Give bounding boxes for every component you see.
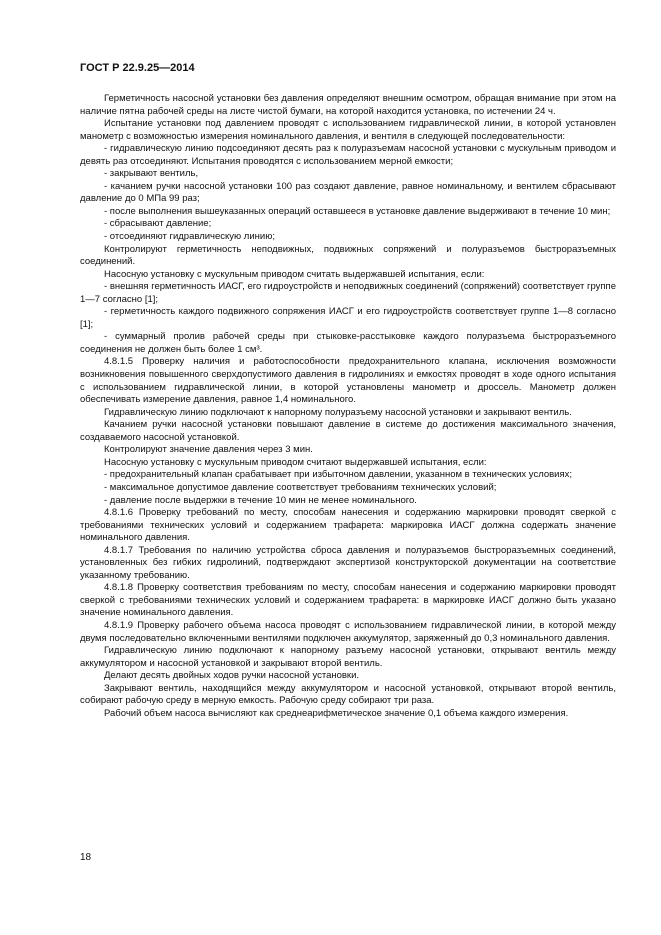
paragraph: Испытание установки под давлением проводят с использованием гидравлической линии, в которой установлен манометр с возможностью измерения номинального давления, и вентиля в следующей последовательности: <box>80 118 616 142</box>
section-paragraph: 4.8.1.8 Проверку соответствия требованиям по месту, способам нанесения и содержанию маркировки проводят сверкой с требованиями технических условий и содержанием трафарета: в маркировке ИАСГ должно быть указано значение номинального давления. <box>80 582 616 619</box>
page-number: 18 <box>80 852 92 863</box>
list-item: - герметичность каждого подвижного сопряжения ИАСГ и его гидроустройств соответствует группе 1—8 согласно [1]; <box>80 306 616 330</box>
paragraph: Контролируют герметичность неподвижных, подвижных сопряжений и полуразъемов быстроразъемных соединений. <box>80 243 616 268</box>
list-item: - отсоединяют гидравлическую линию; <box>104 231 275 243</box>
section-paragraph: 4.8.1.6 Проверку требований по месту, способам нанесения и содержанию маркировки проводят сверкой с требованиями технических условий и содержанием трафарета: маркировка ИАСГ должна содержать значение номинального давления. <box>80 507 616 544</box>
section-paragraph: 4.8.1.7 Требования по наличию устройства сброса давления и полуразъемов быстроразъемных соединений, установленных без гибких гидролиний, подтверждают экспертизой конструкторской документации на соответствие указанному требованию. <box>80 544 616 581</box>
body-text <box>80 93 616 720</box>
list-item: - гидравлическую линию подсоединяют десять раз к полуразъемам насосной установки с мускульным приводом и девять раз отсоединяют. Испытания проводятся с использованием мерной емкости; <box>80 143 616 167</box>
paragraph: Гидравлическую линию подключают к напорному разъему насосной установки, открывают вентиль между аккумулятором и насосной установкой и закрывают второй вентиль. <box>80 645 616 669</box>
paragraph: Контролируют значение давления через 3 мин. <box>104 444 313 456</box>
paragraph: Насосную установку с мускульным приводом считают выдержавшей испытания, если: <box>104 456 487 468</box>
list-item: - давление после выдержки в течение 10 мин не менее номинального. <box>104 494 417 506</box>
paragraph: Качанием ручки насосной установки повышают давление в системе до достижения максимального значения, создаваемого насосной установкой. <box>80 419 616 443</box>
document-header: ГОСТ Р 22.9.25—2014 <box>80 62 195 74</box>
paragraph: Гидравлическую линию подключают к напорному полуразъему насосной установки и закрывают вентиль. <box>104 406 572 418</box>
list-item: - после выполнения вышеуказанных операций оставшееся в установке давление выдерживают в течение 10 мин; <box>104 205 611 217</box>
list-item: - сбрасывают давление; <box>104 218 212 230</box>
list-item: - закрывают вентиль, <box>104 168 199 180</box>
section-paragraph: 4.8.1.9 Проверку рабочего объема насоса проводят с использованием гидравлической линии, в которой между двумя последовательно включенными вентилями подключен аккумулятор, заряженный до 0,3 номинального давления. <box>80 619 616 644</box>
section-paragraph: 4.8.1.5 Проверку наличия и работоспособности предохранительного клапана, исключения возможности возникновения повышенного сверхдопустимого давления в гидролиниях и емкостях проводят в ходе одного испытания с использованием гидравлической линии, в которой установлены манометр и дроссель. Манометр должен обеспечивать измерение давления, равное 1,4 номинального. <box>80 356 616 406</box>
list-item: - внешняя герметичность ИАСГ, его гидроустройств и неподвижных соединений (сопряжений) соответствует группе 1—7 согласно [1]; <box>80 281 616 305</box>
paragraph: Рабочий объем насоса вычисляют как среднеарифметическое значение 0,1 объема каждого измерения. <box>104 707 569 719</box>
paragraph: Насосную установку с мускульным приводом считать выдержавшей испытания, если: <box>104 268 485 280</box>
list-item: - предохранительный клапан срабатывает при избыточном давлении, указанном в технических условиях; <box>104 469 573 481</box>
list-item: - качанием ручки насосной установки 100 раз создают давление, равное номинальному, и вентилем сбрасывают давление до 0 МПа 99 раз; <box>80 180 616 205</box>
list-item: - суммарный пролив рабочей среды при стыковке-расстыковке каждого полуразъема быстроразъемного соединения не должен быть более 1 см³. <box>80 331 616 355</box>
list-item: - максимальное допустимое давление соответствует требованиям технических условий; <box>104 481 497 493</box>
paragraph: Закрывают вентиль, находящийся между аккумулятором и насосной установкой, открывают второй вентиль, собирают рабочую среду в мерную емкость. Рабочую среду собирают три раза. <box>80 682 616 707</box>
paragraph: Герметичность насосной установки без давления определяют внешним осмотром, обращая внимание при этом на наличие пятна рабочей среды на листе чистой бумаги, на которой находится установка, по истечении 24 ч. <box>80 93 616 117</box>
paragraph: Делают десять двойных ходов ручки насосной установки. <box>104 670 360 682</box>
